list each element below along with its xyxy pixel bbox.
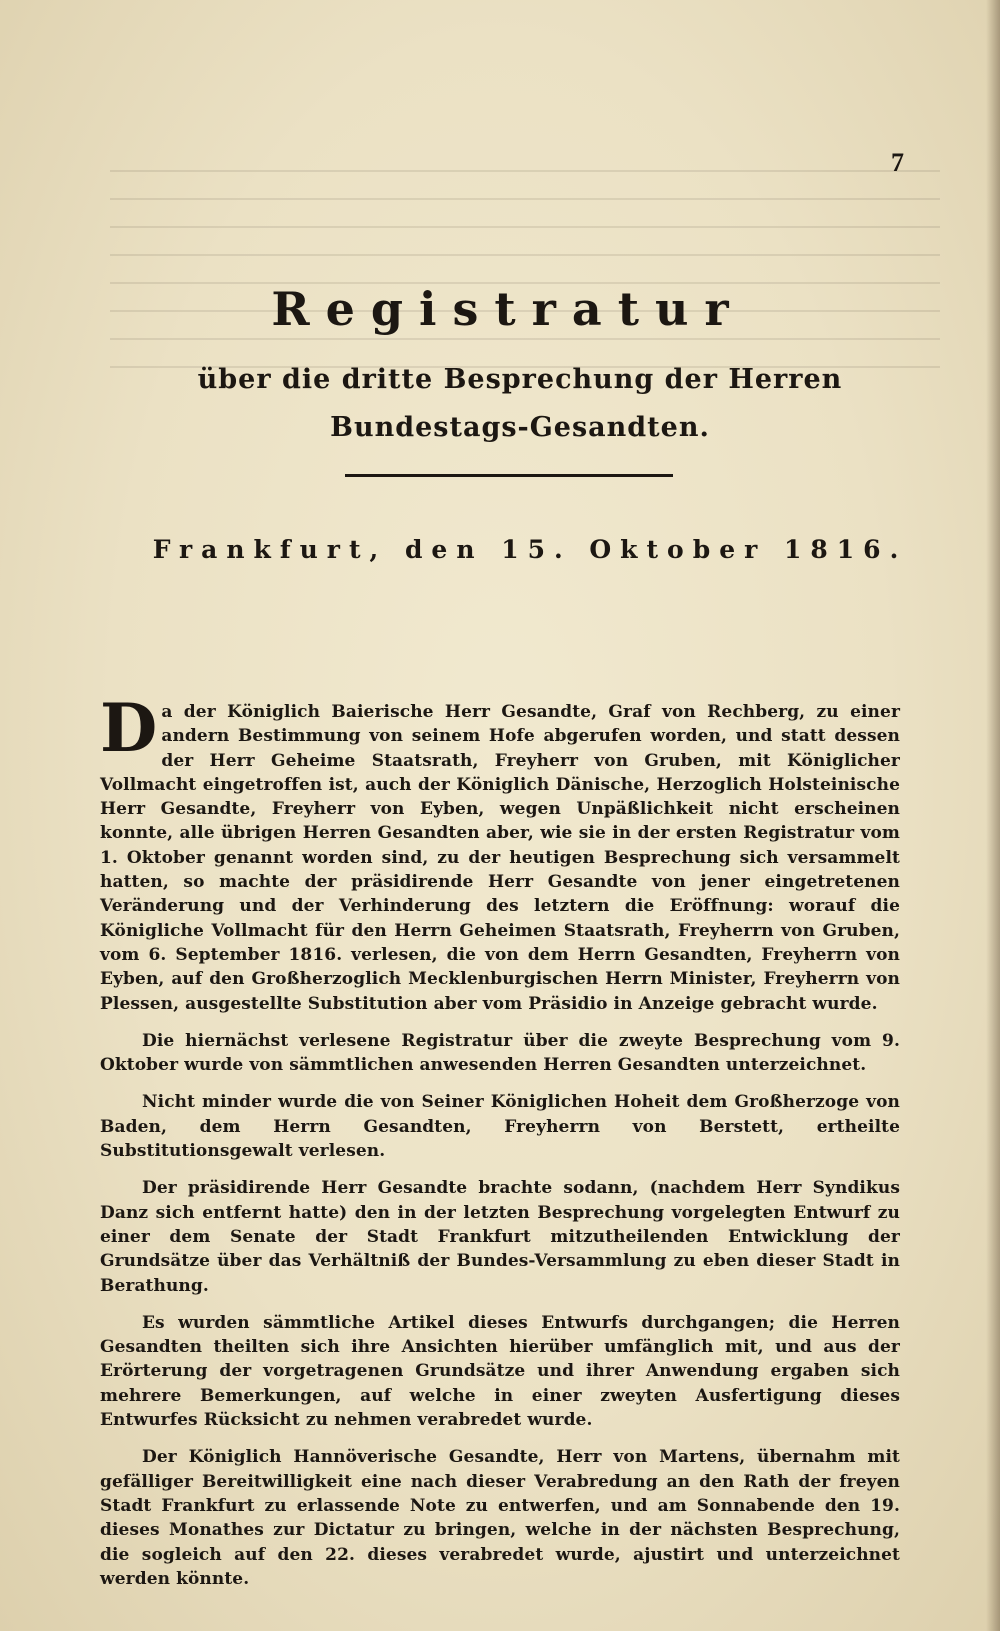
paragraph-2: Die hiernächst verlesene Registratur über die zweyte Besprechung vom 9. Oktober wurde von sämmtlichen anwesenden Herren Gesandten unterzeichnet.: [100, 1030, 900, 1076]
paragraph-6: Der Königlich Hannöverische Gesandte, Herr von Martens, übernahm mit gefälliger Bereitwilligkeit eine nach dieser Verabredung an den Rath der freyen Stadt Frankfurt zu erlassende Note zu entwerfen, und am Sonnabende den 19. dieses Monathes zur Dictatur zu bringen, welche in der nächsten Besprechung, die sogleich auf den 22. dieses verabredet wurde, ajustirt und unterzeichnet werden könnte.: [100, 1447, 900, 1589]
paragraph-1: [100, 689, 900, 1016]
document-title: Registratur: [271, 282, 745, 336]
document-subtitle: über die dritte Besprechung der Herren Bundestags-Gesandten.: [197, 364, 843, 443]
paragraph-5: Es wurden sämmtliche Artikel dieses Entwurfs durchgangen; die Herren Gesandten theilten sich ihre Ansichten hierüber umfänglich mit, und aus der Erörterung der vorgetragenen Grundsätze und ihrer Anwendung ergaben sich mehrere Bemerkungen, auf welche in einer zweyten Ausfertigung dieses Entwurfes Rücksicht zu nehmen verabredet wurde.: [100, 1312, 900, 1431]
page-edge-shadow: [986, 0, 1000, 1631]
drop-cap: D: [100, 689, 158, 767]
body-text: [100, 689, 900, 1604]
paragraph-4: Der präsidirende Herr Gesandte brachte sodann, (nachdem Herr Syndikus Danz sich entfernt hatte) den in der letzten Besprechung vorgelegten Entwurf zu einer dem Senate der Stadt Frankfurt mitzutheilenden Entwicklung der Grundsätze über das Verhältniß der Bundes-Versammlung zu eben dieser Stadt in Berathung.: [100, 1178, 900, 1296]
paragraph-3: Nicht minder wurde die von Seiner Königlichen Hoheit dem Großherzoge von Baden, dem Herrn Gesandten, Freyherrn von Berstett, ertheilte Substitutionsgewalt verlesen.: [100, 1092, 900, 1162]
paragraph-1-text: a der Königlich Baierische Herr Gesandte, Graf von Rechberg, zu einer andern Bestimmung von seinem Hofe abgerufen worden, und statt dessen der Herr Geheime Staatsrath, Freyherr von Gruben, mit Königlicher Vollmacht eingetroffen ist, auch der Königlich Dänische, Herzoglich Holsteinische Herr Gesandte, Freyherr von Eyben, wegen Unpäßlichkeit nicht erscheinen konnte, alle übrigen Herren Gesandten aber, wie sie in der ersten Registratur vom 1. Oktober genannt worden sind, zu der heutigen Besprechung sich versammelt hatten, so machte der präsidirende Herr Gesandte von jener eingetretenen Veränderung und der Verhinderung des letztern die Eröffnung: worauf die Königliche Vollmacht für den Herrn Geheimen Staatsrath, Freyherrn von Gruben, vom 6. September 1816. verlesen, die von dem Herrn Gesandten, Freyherrn von Eyben, auf den Großherzoglich Mecklenburgischen Herrn Minister, Freyherrn von Plessen, ausgestellte Substitution aber vom Präsidio in Anzeige gebracht wurde.: [100, 702, 900, 1014]
page-number: 7: [891, 148, 904, 177]
title-rule: [345, 474, 673, 477]
place-date-line: Frankfurt, den 15. Oktober 1816.: [152, 535, 908, 564]
